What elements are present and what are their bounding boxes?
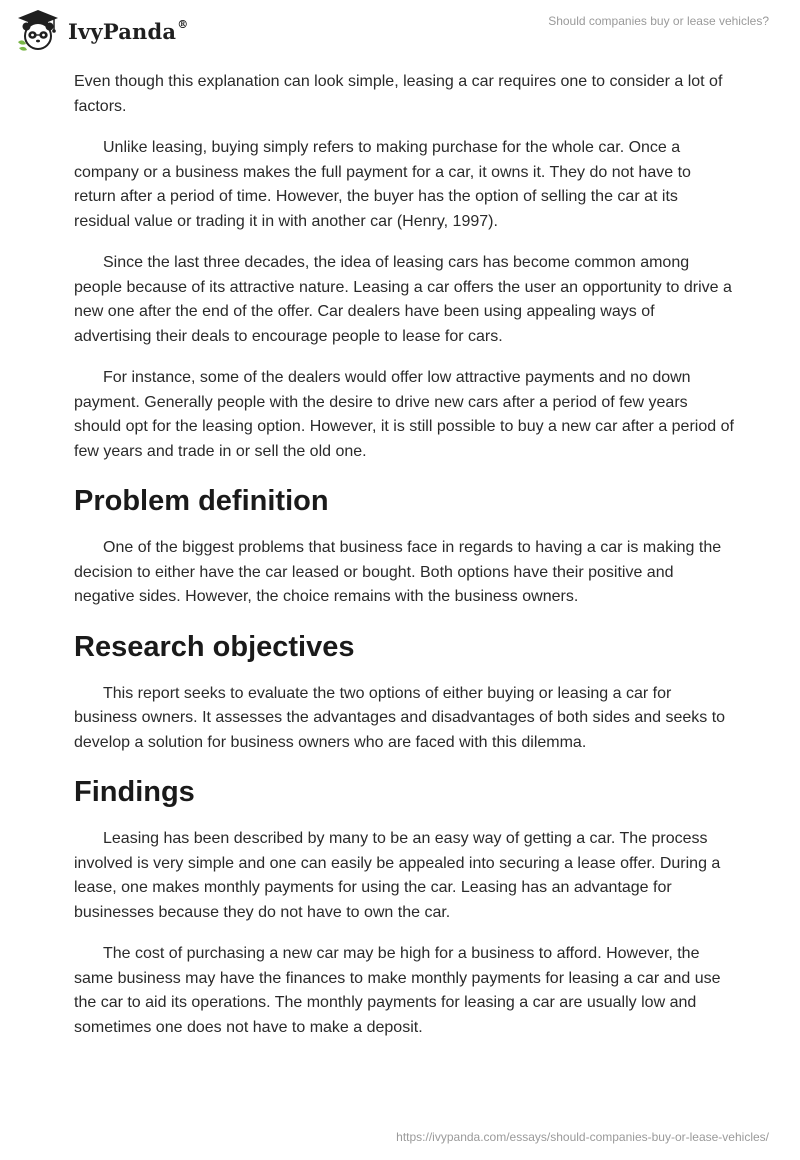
paragraph-leasing-history: Since the last three decades, the idea of leasing cars has become common among people because of its attractive nature. Leasing a car offers the user an opportunity to drive a new one after the end of the offer. Car dealers have been using appealing ways of advertising their deals to encourage people to lease for cars. [74,254,732,345]
footer-source-url[interactable]: https://ivypanda.com/essays/should-companies-buy-or-lease-vehicles/ [396,1130,769,1144]
paragraph-dealers: For instance, some of the dealers would offer low attractive payments and no down payment. Generally people with the desire to drive new cars after a period of few years should opt for the leasing option. However, it is still possible to buy a new car after a period of few years and trade in or sell the old one. [74,369,734,460]
paragraph-problem: One of the biggest problems that business face in regards to having a car is making the decision to either have the car leased or bought. Both options have their positive and negative sides. However, the choice remains with the business owners. [74,539,722,605]
page-header [0,0,800,64]
intro-paragraph: Even though this explanation can look simple, leasing a car requires one to consider a lot of factors. [74,73,723,115]
paragraph-findings-2: The cost of purchasing a new car may be high for a business to afford. However, the same business may have the finances to make monthly payments for leasing a car and use the car to aid its operations. The monthly payments for leasing a car are usually low and sometimes one does not have to make a deposit. [74,945,721,1036]
essay-content [74,70,734,1057]
registered-mark: ® [177,17,189,31]
ivypanda-logo[interactable] [14,8,188,52]
paragraph-buying: Unlike leasing, buying simply refers to making purchase for the whole car. Once a company or a business makes the full payment for a car, it owns it. They do not have to return after a period of time. However, the buyer has the option of selling the car at its residual value or trading it in with another car (Henry, 1997). [74,139,691,230]
document-title: Should companies buy or lease vehicles? [548,14,769,28]
paragraph-findings-1: Leasing has been described by many to be an easy way of getting a car. The process involved is very simple and one can easily be appealed into securing a lease offer. During a lease, one makes monthly payments for using the car. Leasing has an advantage for businesses because they do not have to own the car. [74,830,721,921]
heading-findings: Findings [74,776,195,808]
panda-logo-icon [14,8,62,52]
heading-problem-definition: Problem definition [74,485,329,517]
heading-research-objectives: Research objectives [74,630,355,663]
paragraph-objectives: This report seeks to evaluate the two options of either buying or leasing a car for business owners. It assesses the advantages and disadvantages of both sides and seeks to develop a solution for business owners who are faced with this dilemma. [74,684,726,751]
brand-name: IvyPanda® [68,17,189,44]
